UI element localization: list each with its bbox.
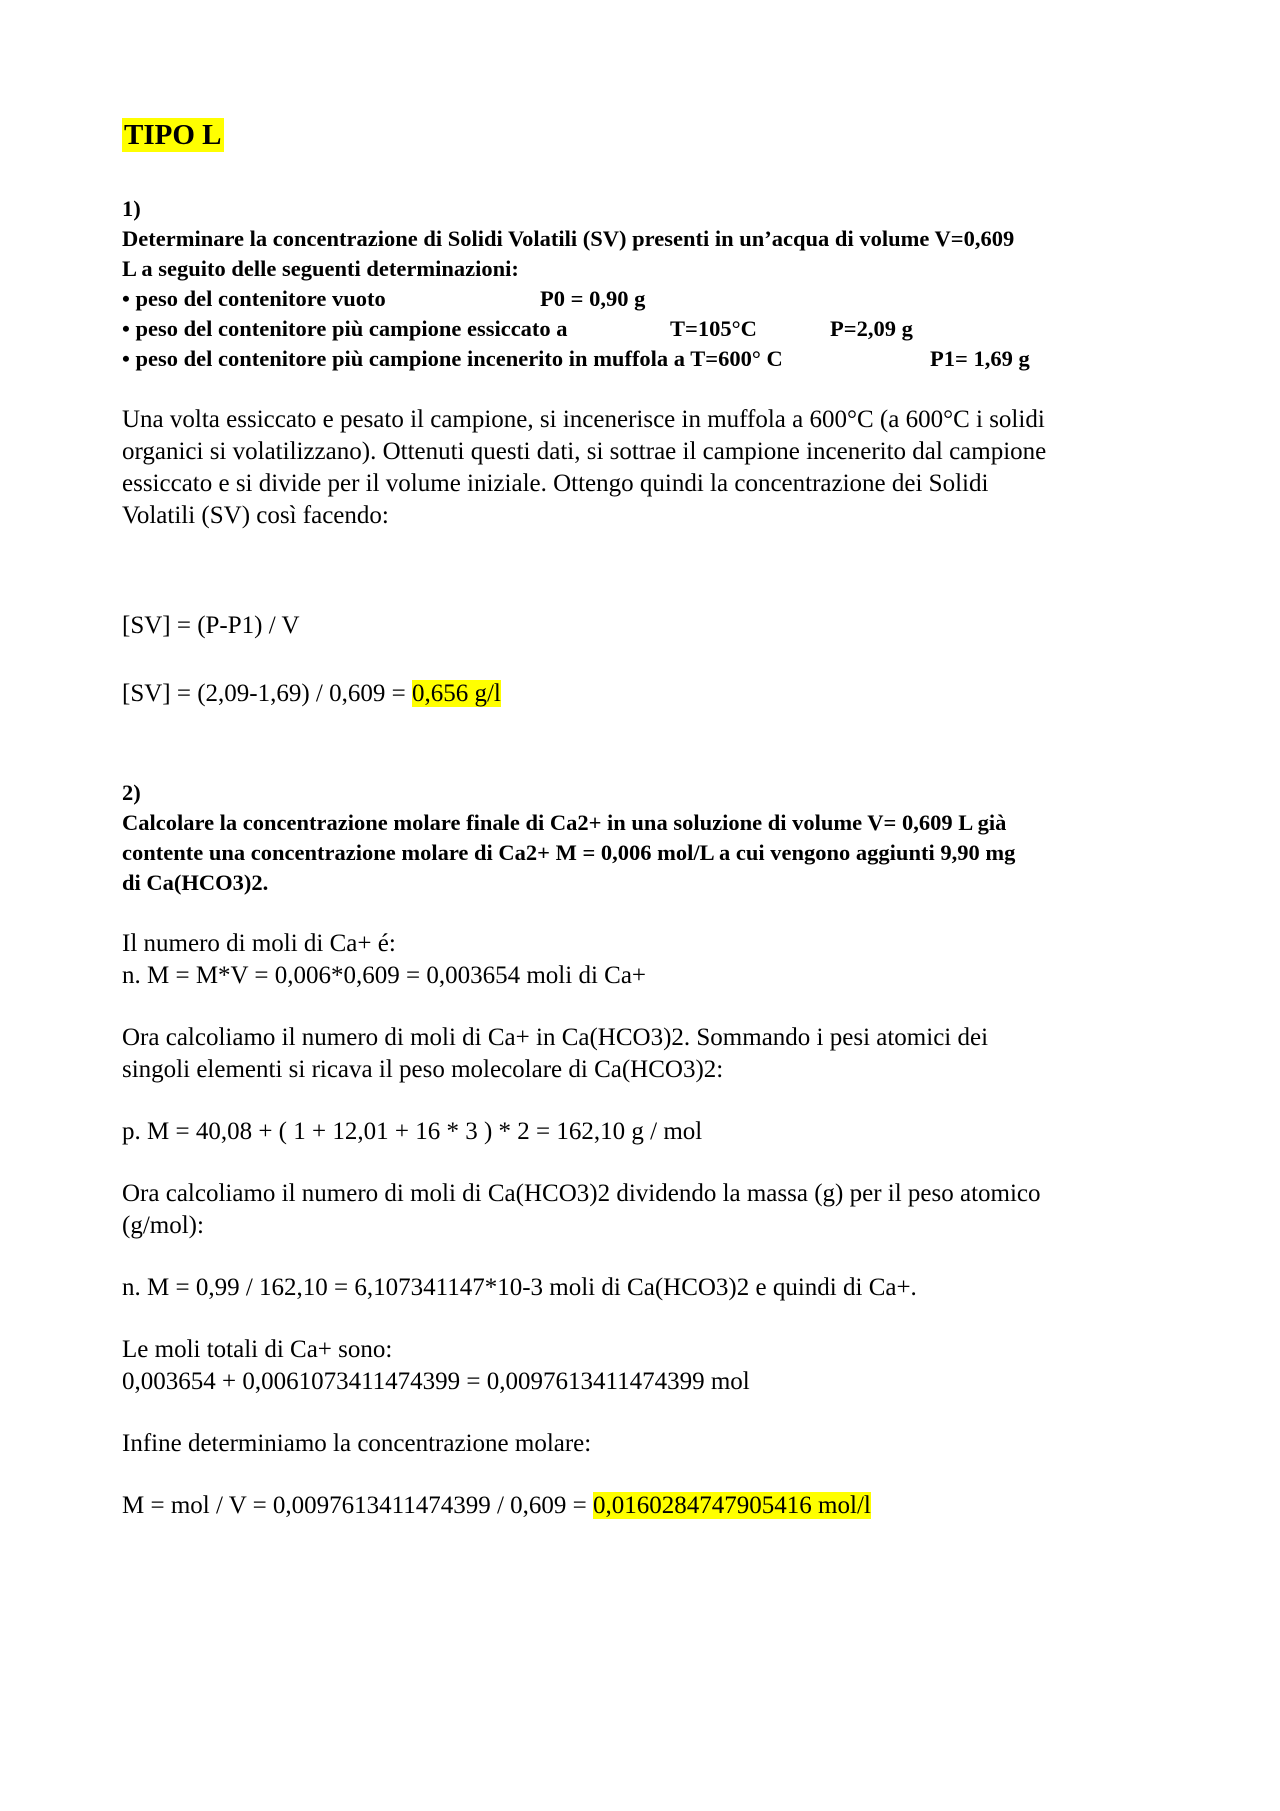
q2-step1 [122, 928, 1182, 992]
paragraph-line: (g/mol): [122, 1212, 204, 1239]
q1-bullet [122, 314, 1182, 344]
q1-bullet [122, 284, 1182, 314]
q2-step3: p. M = 40,08 + ( 1 + 12,01 + 16 * 3 ) * 2 = 162,10 g / mol [122, 1118, 703, 1145]
q1-prompt-line: Determinare la concentrazione di Solidi Volatili (SV) presenti in un’acqua di volume V=0,609 [122, 226, 1015, 251]
q1-number: 1) [122, 196, 141, 221]
q2-step5: n. M = 0,99 / 162,10 = 6,107341147*10-3 moli di Ca(HCO3)2 e quindi di Ca+. [122, 1274, 917, 1301]
q1-explanation [122, 404, 1182, 532]
paragraph-line: Le moli totali di Ca+ sono: [122, 1336, 393, 1363]
q2-step6 [122, 1334, 1182, 1398]
paragraph-line: n. M = M*V = 0,006*0,609 = 0,003654 moli di Ca+ [122, 962, 647, 989]
q1-calculation [122, 678, 1182, 710]
paragraph-line: Ora calcoliamo il numero di moli di Ca+ in Ca(HCO3)2. Sommando i pesi atomici dei [122, 1024, 989, 1051]
q1-formula: [SV] = (P-P1) / V [122, 612, 300, 639]
q2-prompt-line: Calcolare la concentrazione molare finale di Ca2+ in una soluzione di volume V= 0,609 L già [122, 810, 1007, 835]
q2-number: 2) [122, 780, 141, 805]
bullet-value: P=2,09 g [830, 316, 913, 341]
q2-step2 [122, 1022, 1182, 1086]
paragraph-line: singoli elementi si ricava il peso molecolare di Ca(HCO3)2: [122, 1056, 724, 1083]
paragraph-line: 0,003654 + 0,0061073411474399 = 0,0097613411474399 mol [122, 1368, 750, 1395]
bullet-label: • peso del contenitore vuoto [122, 286, 386, 311]
document-page [122, 118, 1182, 1522]
q2-final-calculation [122, 1490, 1182, 1522]
bullet-label: • peso del contenitore più campione essiccato a [122, 316, 568, 341]
q2-prompt-line: contente una concentrazione molare di Ca2+ M = 0,006 mol/L a cui vengono aggiunti 9,90 mg [122, 840, 1016, 865]
q2-block [122, 778, 1182, 898]
paragraph-line: essiccato e si divide per il volume iniziale. Ottengo quindi la concentrazione dei Solidi [122, 470, 989, 497]
final-prefix: M = mol / V = 0,0097613411474399 / 0,609 = [122, 1492, 594, 1519]
q1-block [122, 194, 1182, 374]
paragraph-line: Volatili (SV) così facendo: [122, 502, 389, 529]
bullet-value: P1= 1,69 g [930, 346, 1030, 371]
q2-result-highlight: 0,0160284747905416 mol/l [593, 1492, 871, 1519]
paragraph-line: Il numero di moli di Ca+ é: [122, 930, 396, 957]
calc-prefix: [SV] = (2,09-1,69) / 0,609 = [122, 680, 412, 707]
q1-bullet [122, 344, 1182, 374]
bullet-label: • peso del contenitore più campione incenerito in muffola a T=600° C [122, 346, 783, 371]
q1-result-highlight: 0,656 g/l [411, 680, 501, 707]
q2-prompt-line: di Ca(HCO3)2. [122, 870, 269, 895]
q1-prompt-line: L a seguito delle seguenti determinazioni: [122, 256, 519, 281]
bullet-temp: T=105°C [670, 316, 757, 341]
bullet-value: P0 = 0,90 g [540, 286, 646, 311]
paragraph-line: organici si volatilizzano). Ottenuti questi dati, si sottrae il campione incenerito dal campione [122, 438, 1047, 465]
paragraph-line: Una volta essiccato e pesato il campione, si incenerisce in muffola a 600°C (a 600°C i solidi [122, 406, 1045, 433]
page-title: TIPO L [124, 119, 222, 151]
q2-step4 [122, 1178, 1182, 1242]
q2-step7: Infine determiniamo la concentrazione molare: [122, 1430, 592, 1457]
paragraph-line: Ora calcoliamo il numero di moli di Ca(HCO3)2 dividendo la massa (g) per il peso atomico [122, 1180, 1041, 1207]
